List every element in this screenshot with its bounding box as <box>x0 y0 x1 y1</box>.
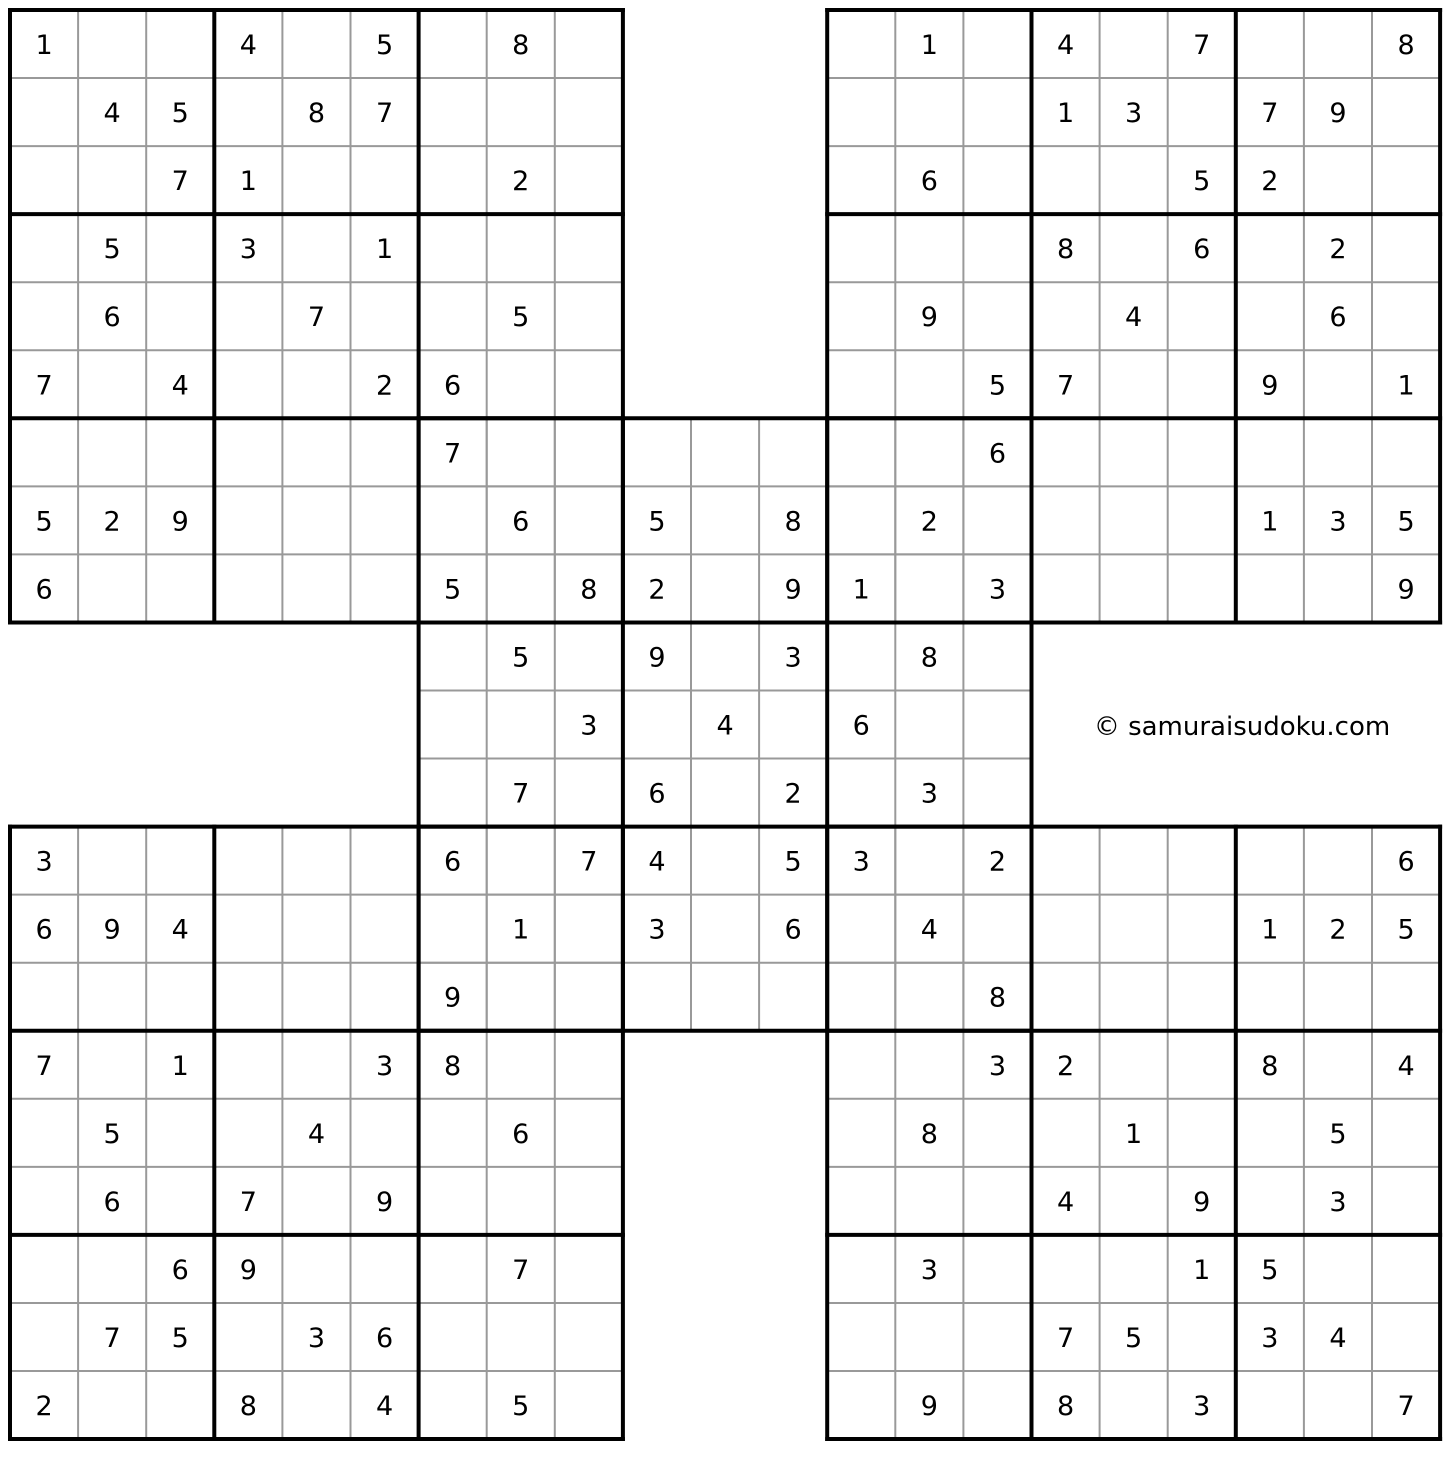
cell-digit: 7 <box>444 438 462 470</box>
cell-digit: 1 <box>1261 506 1279 538</box>
cell-digit: 6 <box>852 710 870 742</box>
cell-digit: 7 <box>1056 1322 1075 1354</box>
cell-digit: 3 <box>35 846 53 878</box>
cell-digit: 6 <box>103 302 121 334</box>
cell-digit: 5 <box>512 1391 530 1423</box>
cell-digit: 5 <box>784 846 802 878</box>
cell-digit: 3 <box>988 574 1007 606</box>
cell-digit: 9 <box>239 1254 257 1286</box>
cell-digit: 1 <box>239 166 257 198</box>
cell-digit: 3 <box>239 234 257 266</box>
cell-digit: 7 <box>35 370 53 402</box>
cell-digit: 2 <box>375 370 394 402</box>
cell-digit: 9 <box>1329 98 1347 130</box>
cell-digit: 4 <box>1125 302 1143 334</box>
cell-digit: 6 <box>171 1254 189 1286</box>
cell-digit: 9 <box>103 914 121 946</box>
cell-digit: 2 <box>103 506 121 538</box>
cell-digit: 1 <box>1056 98 1075 130</box>
cell-digit: 3 <box>784 642 802 674</box>
cell-digit: 1 <box>375 234 394 266</box>
cell-digit: 3 <box>580 710 598 742</box>
cell-digit: 4 <box>920 914 938 946</box>
cell-digit: 5 <box>1397 506 1415 538</box>
cell-digit: 8 <box>444 1050 462 1082</box>
cell-digit: 7 <box>35 1050 53 1082</box>
cell-digit: 4 <box>103 98 121 130</box>
cell-digit: 2 <box>1329 234 1347 266</box>
cell-digit: 3 <box>852 846 870 878</box>
cell-digit: 8 <box>1397 30 1415 62</box>
cell-digit: 6 <box>512 506 530 538</box>
cell-digit: 2 <box>1261 166 1279 198</box>
cell-digit: 2 <box>648 574 666 606</box>
cell-digit: 2 <box>35 1391 53 1423</box>
cell-digit: 5 <box>512 642 530 674</box>
cell-digit: 3 <box>307 1322 326 1354</box>
cell-digit: 3 <box>375 1050 394 1082</box>
cell-digit: 2 <box>1329 914 1347 946</box>
cell-digit: 9 <box>1193 1186 1211 1218</box>
cell-digit: 2 <box>784 778 802 810</box>
cell-digit: 8 <box>239 1391 257 1423</box>
cell-digit: 4 <box>239 30 257 62</box>
cell-digit: 4 <box>375 1391 394 1423</box>
cell-digit: 7 <box>512 1254 530 1286</box>
cell-digit: 3 <box>1261 1322 1279 1354</box>
cell-digit: 3 <box>1125 98 1143 130</box>
cell-digit: 6 <box>1329 302 1347 334</box>
copyright-credit: © samuraisudoku.com <box>1093 712 1391 742</box>
cell-digit: 3 <box>1329 1186 1347 1218</box>
cell-digit: 7 <box>580 846 598 878</box>
cell-digit: 1 <box>1193 1254 1211 1286</box>
cell-digit: 1 <box>1125 1118 1143 1150</box>
cell-digit: 8 <box>580 574 598 606</box>
cell-digit: 7 <box>239 1186 257 1218</box>
cell-digit: 5 <box>1125 1322 1143 1354</box>
cell-digit: 4 <box>1397 1050 1415 1082</box>
cell-digit: 6 <box>512 1118 530 1150</box>
cell-digit: 8 <box>1261 1050 1279 1082</box>
cell-digit: 7 <box>1056 370 1075 402</box>
cell-digit: 7 <box>171 166 189 198</box>
cell-digit: 4 <box>716 710 734 742</box>
cell-digit: 1 <box>852 574 870 606</box>
cell-digit: 5 <box>988 370 1007 402</box>
cell-digit: 5 <box>1261 1254 1279 1286</box>
cell-digit: 9 <box>784 574 802 606</box>
cell-digit: 5 <box>1329 1118 1347 1150</box>
cell-digit: 1 <box>1261 914 1279 946</box>
cell-digit: 6 <box>35 574 53 606</box>
cell-digit: 7 <box>1397 1391 1415 1423</box>
cell-digit: 3 <box>648 914 666 946</box>
cell-digit: 8 <box>512 30 530 62</box>
cell-digit: 8 <box>784 506 802 538</box>
cell-digit: 7 <box>1193 30 1211 62</box>
cell-digit: 5 <box>444 574 462 606</box>
cell-digit: 6 <box>444 370 462 402</box>
cell-digit: 4 <box>1329 1322 1347 1354</box>
cell-digit: 1 <box>35 30 53 62</box>
cell-digit: 8 <box>920 642 938 674</box>
cell-digit: 9 <box>1397 574 1415 606</box>
cell-digit: 2 <box>512 166 530 198</box>
cell-digit: 2 <box>988 846 1007 878</box>
cell-digit: 8 <box>1056 234 1075 266</box>
cell-digit: 3 <box>988 1050 1007 1082</box>
cell-digit: 1 <box>171 1050 189 1082</box>
cell-digit: 7 <box>1261 98 1279 130</box>
cell-digit: 1 <box>1397 370 1415 402</box>
cell-digit: 5 <box>35 506 53 538</box>
cell-digit: 6 <box>444 846 462 878</box>
cell-digit: 5 <box>512 302 530 334</box>
cell-digit: 5 <box>103 234 121 266</box>
cell-digit: 3 <box>1193 1391 1211 1423</box>
cell-digit: 9 <box>375 1186 394 1218</box>
cell-digit: 9 <box>648 642 666 674</box>
cell-digit: 7 <box>103 1322 121 1354</box>
cell-digit: 9 <box>1261 370 1279 402</box>
cell-digit: 9 <box>920 302 938 334</box>
cell-digit: 2 <box>1056 1050 1075 1082</box>
cell-digit: 6 <box>784 914 802 946</box>
cell-digit: 5 <box>375 30 394 62</box>
cell-digit: 6 <box>988 438 1007 470</box>
cell-digit: 5 <box>648 506 666 538</box>
cell-digit: 9 <box>444 982 462 1014</box>
cell-digit: 3 <box>920 778 938 810</box>
cell-digit: 5 <box>171 1322 189 1354</box>
cell-digit: 7 <box>512 778 530 810</box>
cell-digit: 4 <box>307 1118 326 1150</box>
cell-digit: 5 <box>171 98 189 130</box>
cell-digit: 9 <box>920 1391 938 1423</box>
cell-digit: 5 <box>1397 914 1415 946</box>
cell-digit: 6 <box>1193 234 1211 266</box>
cell-digit: 8 <box>1056 1391 1075 1423</box>
cell-digit: 8 <box>988 982 1007 1014</box>
cell-digit: 4 <box>171 370 189 402</box>
cell-digit: 6 <box>920 166 938 198</box>
cell-digit: 6 <box>1397 846 1415 878</box>
cell-digit: 9 <box>171 506 189 538</box>
cell-digit: 5 <box>103 1118 121 1150</box>
cell-digit: 3 <box>1329 506 1347 538</box>
cell-digit: 4 <box>1056 30 1075 62</box>
cell-digit: 5 <box>1193 166 1211 198</box>
cell-digit: 3 <box>920 1254 938 1286</box>
cell-digit: 7 <box>307 302 326 334</box>
cell-digit: 8 <box>920 1118 938 1150</box>
cell-digit: 6 <box>375 1322 394 1354</box>
cell-digit: 6 <box>35 914 53 946</box>
cell-digit: 8 <box>307 98 326 130</box>
cell-digit: 1 <box>920 30 938 62</box>
cell-digit: 6 <box>103 1186 121 1218</box>
cell-digit: 2 <box>920 506 938 538</box>
cell-digit: 6 <box>648 778 666 810</box>
cell-digit: 4 <box>171 914 189 946</box>
cell-digit: 7 <box>375 98 394 130</box>
cell-digit: 1 <box>512 914 530 946</box>
cell-digit: 4 <box>1056 1186 1075 1218</box>
cell-digit: 4 <box>648 846 666 878</box>
